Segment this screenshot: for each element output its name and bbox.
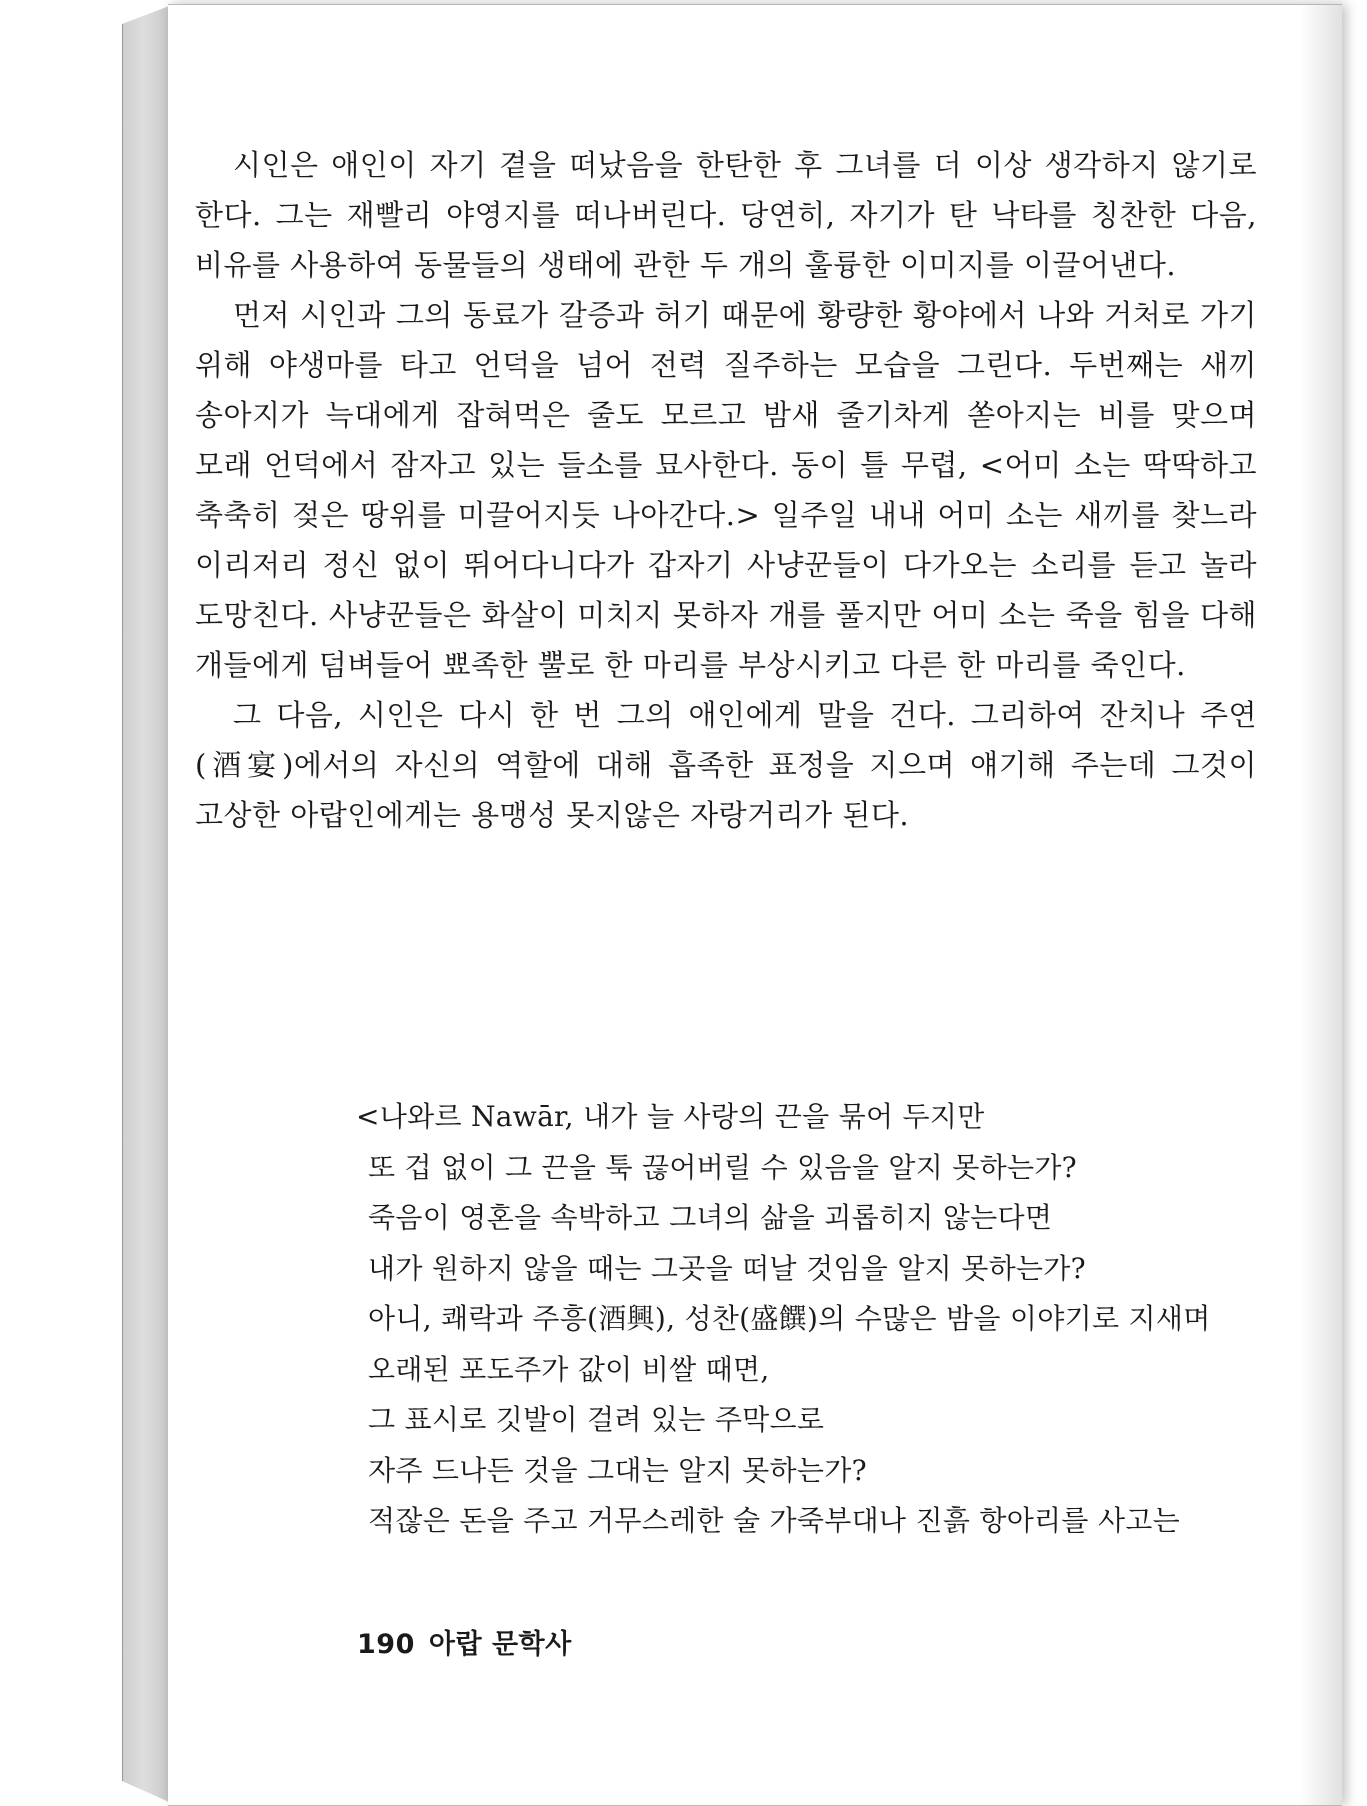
body-text	[195, 140, 1257, 840]
paragraph-2: 먼저 시인과 그의 동료가 갈증과 허기 때문에 황량한 황야에서 나와 거처로 가기 위해 야생마를 타고 언덕을 넘어 전력 질주하는 모습을 그린다. 두번째는 새끼 송아지가 늑대에게 잡혀먹은 줄도 모르고 밤새 줄기차게 쏟아지는 비를 맞으며 모래 언덕에서 잠자고 있는 들소를 묘사한다. 동이 틀 무렵, <어미 소는 딱딱하고 축축히 젖은 땅위를 미끌어지듯 나아간다.> 일주일 내내 어미 소는 새끼를 찾느라 이리저리 정신 없이 뛰어다니다가 갑자기 사냥꾼들이 다가오는 소리를 듣고 놀라 도망친다. 사냥꾼들은 화살이 미치지 못하자 개를 풀지만 어미 소는 죽을 힘을 다해 개들에게 덤벼들어 뾰족한 뿔로 한 마리를 부상시키고 다른 한 마리를 죽인다.	[195, 298, 1257, 682]
poem-line: 적잖은 돈을 주고 거무스레한 술 가죽부대나 진흙 항아리를 사고는	[368, 1504, 1181, 1537]
page-footer	[357, 1622, 572, 1661]
poem-line: 그 표시로 깃발이 걸려 있는 주막으로	[368, 1403, 825, 1436]
poem-line: 또 겁 없이 그 끈을 툭 끊어버릴 수 있음을 알지 못하는가?	[368, 1150, 1077, 1184]
paragraph-3: 그 다음, 시인은 다시 한 번 그의 애인에게 말을 건다. 그리하여 잔치나 주연(酒宴)에서의 자신의 역할에 대해 흡족한 표정을 지으며 얘기해 주는데 그것이 고상한 아랍인에게는 용맹성 못지않은 자랑거리가 된다.	[195, 698, 1257, 832]
paragraph-1: 시인은 애인이 자기 곁을 떠났음을 한탄한 후 그녀를 더 이상 생각하지 않기로 한다. 그는 재빨리 야영지를 떠나버린다. 당연히, 자기가 탄 낙타를 칭찬한 다음, 비유를 사용하여 동물들의 생태에 관한 두 개의 훌륭한 이미지를 이끌어낸다.	[195, 148, 1257, 282]
poem-line: 내가 원하지 않을 때는 그곳을 떠날 것임을 알지 못하는가?	[368, 1251, 1086, 1285]
poem-line: 아니, 쾌락과 주흥(酒興), 성찬(盛饌)의 수많은 밤을 이야기로 지새며	[368, 1302, 1211, 1335]
poem-line: 자주 드나든 것을 그대는 알지 못하는가?	[368, 1453, 867, 1487]
book-spine	[122, 6, 169, 1802]
page-number: 190	[357, 1629, 415, 1660]
poem-quote	[356, 1092, 1248, 1547]
poem-line: <나와르 Nawār, 내가 늘 사랑의 끈을 묶어 두지만	[356, 1100, 985, 1133]
poem-line: 오래된 포도주가 값이 비쌀 때면,	[368, 1352, 770, 1386]
running-title: 아랍 문학사	[428, 1629, 572, 1660]
poem-line: 죽음이 영혼을 속박하고 그녀의 삶을 괴롭히지 않는다면	[368, 1201, 1053, 1234]
